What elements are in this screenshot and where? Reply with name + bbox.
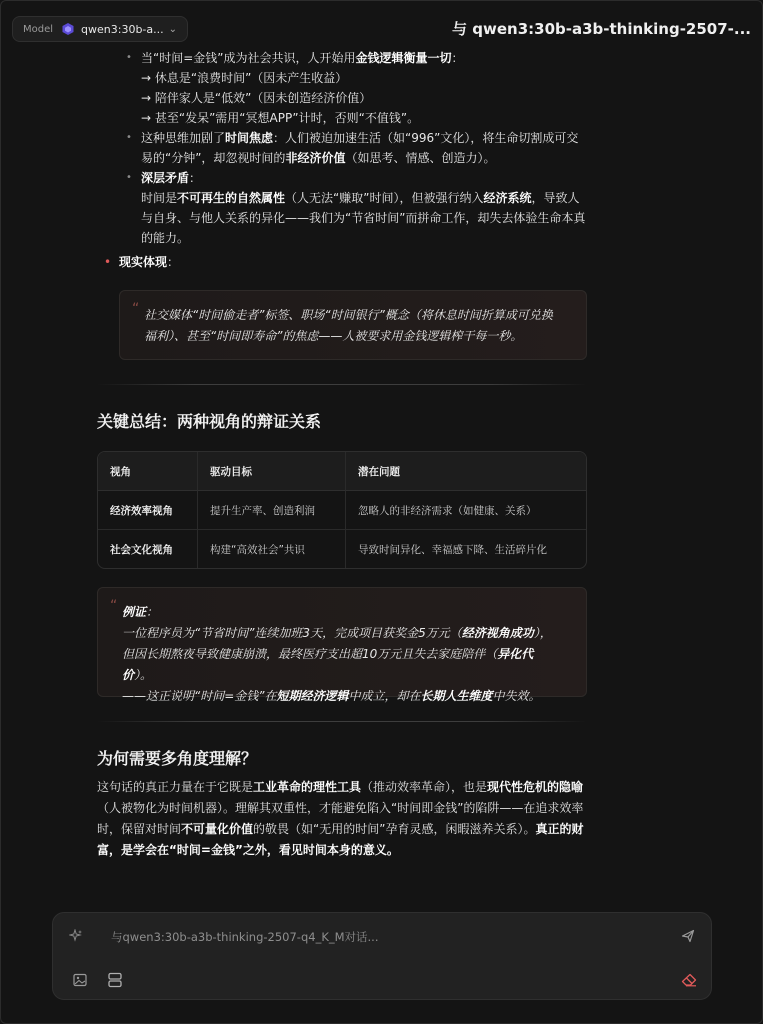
example-block: “ 例证： 一位程序员为“节省时间”连续加班3天，完成项目获奖金5万元（经济视角成功），但因长期熬夜导致健康崩溃，最终医疗支出超10万元且失去家庭陪伴（异化代价）。 ——这正说明“时间=金钱”在短期经济逻辑中成立，却在长期人生维度中失效。 [97, 587, 587, 697]
table-header-row [98, 452, 586, 491]
table-row [98, 530, 586, 568]
chat-title: 与 qwen3:30b-a3b-thinking-2507-... [452, 20, 751, 38]
model-label: Model [23, 23, 54, 35]
tools-icon[interactable] [108, 972, 122, 988]
divider [97, 721, 587, 722]
conclusion-paragraph: 这句话的真正力量在于它既是工业革命的理性工具（推动效率革命），也是现代性危机的隐喻（人被物化为时间机器）。理解其双重性，才能避免陷入“时间即金钱”的陷阱——在追求效率时，保留对时间不可量化价值的敬畏（如“无用的时间”孕育灵感，闲暇滋养关系）。真正的财富，是学会在“时间=金钱”之外，看见时间本身的意义。 [97, 780, 584, 857]
sub-list [97, 48, 587, 248]
chevron-down-icon: ⌄ [168, 23, 177, 35]
table-row [98, 491, 586, 530]
table-header: 潜在问题 [345, 452, 586, 491]
message-composer [52, 912, 712, 1000]
quote-block [119, 290, 587, 360]
list-item: • 现实体现： [119, 252, 587, 272]
table-cell: 提升生产率、创造利润 [197, 491, 345, 530]
table-header: 视角 [98, 452, 197, 491]
quote-mark-icon: “ [110, 598, 118, 614]
quote-mark-icon: “ [132, 301, 140, 317]
list-item: • 深层矛盾： 时间是不可再生的自然属性（人无法“赚取”时间），但被强行纳入经济系统，导致人与自身、与他人关系的异化——我们为“节省时间”而拼命工作，却失去体验生命本真的能力。 [141, 168, 587, 248]
send-icon[interactable] [681, 929, 695, 943]
reality-list [97, 252, 587, 272]
table-cell: 经济效率视角 [98, 491, 197, 530]
table-cell: 导致时间异化、幸福感下降、生活碎片化 [345, 530, 586, 568]
quote-text: 社交媒体“时间偷走者”标签、职场“时间银行”概念（将休息时间折算成可兑换福利）、甚至“时间即寿命”的焦虑——人被要求用金钱逻辑榨干每一秒。 [144, 308, 553, 343]
model-name: qwen3:30b-a... [81, 22, 164, 36]
model-logo-icon [61, 22, 75, 36]
table-header: 驱动目标 [197, 452, 345, 491]
eraser-icon[interactable] [681, 973, 697, 987]
list-item: • 这种思维加剧了时间焦虑：人们被迫加速生活（如“996”文化），将生命切割成可交易的“分钟”，却忽视时间的非经济价值（如思考、情感、创造力）。 [141, 128, 587, 168]
comparison-table [97, 451, 587, 569]
message-input[interactable]: 与qwen3:30b-a3b-thinking-2507-q4_K_M对话... [111, 930, 379, 944]
table-cell: 构建“高效社会”共识 [197, 530, 345, 568]
message-content [97, 44, 587, 861]
section-heading: 关键总结：两种视角的辩证关系 [97, 412, 322, 431]
model-selector[interactable] [12, 16, 188, 42]
divider [97, 384, 587, 385]
table-cell: 忽略人的非经济需求（如健康、关系） [345, 491, 586, 530]
sparkle-icon[interactable] [69, 929, 83, 943]
section-heading: 为何需要多角度理解？ [97, 749, 258, 768]
image-upload-icon[interactable] [73, 973, 87, 987]
list-item: • 当“时间=金钱”成为社会共识，人开始用金钱逻辑衡量一切： → 休息是“浪费时间”（因未产生收益） → 陪伴家人是“低效”（因未创造经济价值） → 甚至“发呆”需用“冥想APP”计时，否则“不值钱”。 [141, 48, 587, 128]
table-cell: 社会文化视角 [110, 543, 173, 556]
